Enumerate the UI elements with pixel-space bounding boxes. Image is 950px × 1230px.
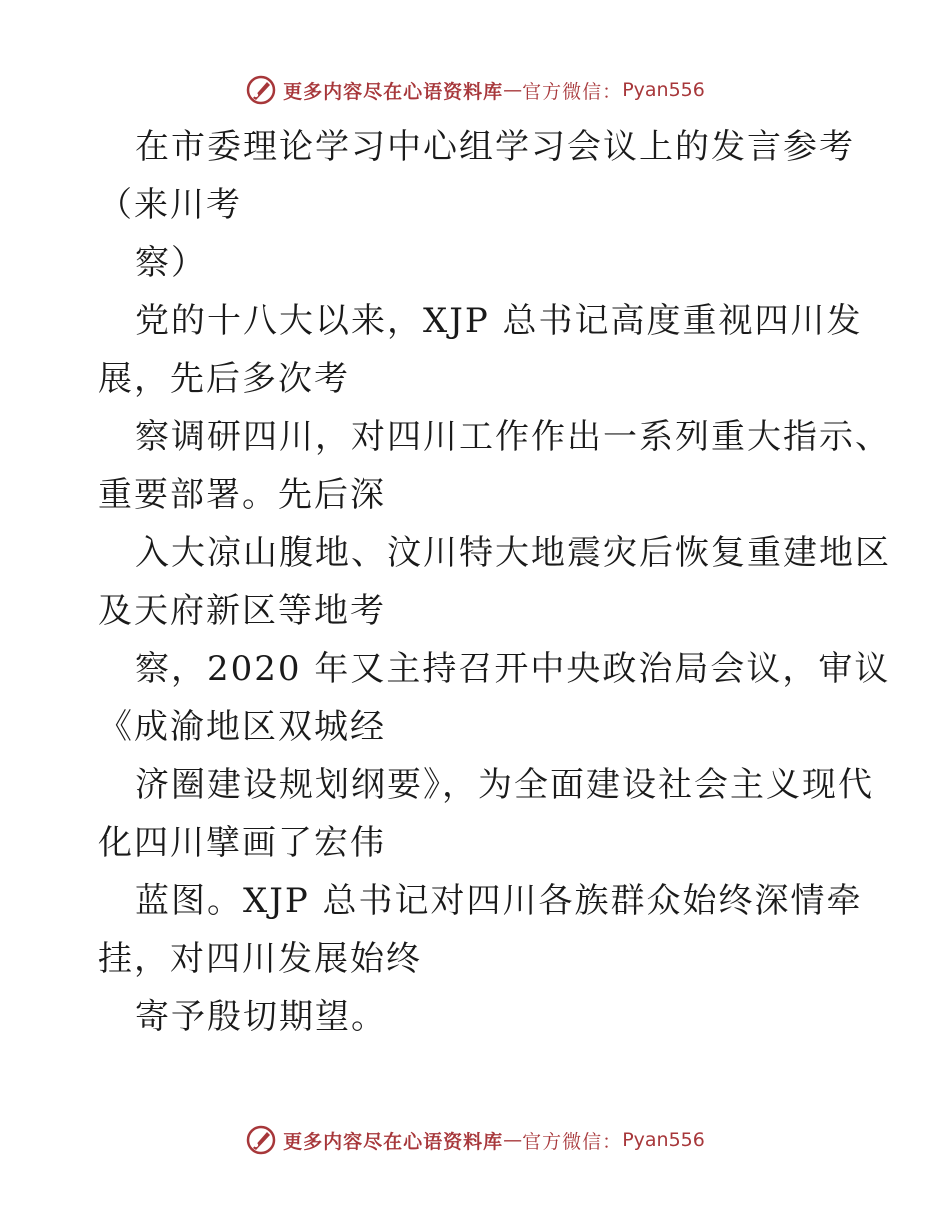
banner-wechat-label: 官方微信： xyxy=(522,1130,623,1153)
footer-banner xyxy=(0,1120,950,1160)
banner-main-text: 更多内容尽在心语资料库 xyxy=(283,80,504,103)
banner-separator: — xyxy=(503,1129,523,1151)
document-title-line-3: 察） xyxy=(135,243,207,283)
paragraph-line: 化四川擘画了宏伟 xyxy=(98,823,386,863)
paragraph-line: 寄予殷切期望。 xyxy=(135,997,387,1037)
document-title-line-1: 在市委理论学习中心组学习会议上的发言参考 xyxy=(135,127,855,167)
paragraph-line: 展，先后多次考 xyxy=(98,359,350,399)
paragraph-line: 挂，对四川发展始终 xyxy=(98,939,422,979)
banner-main-text: 更多内容尽在心语资料库 xyxy=(283,1130,504,1153)
quill-pen-logo-icon xyxy=(245,1124,277,1156)
banner-handle: Pyan556 xyxy=(622,1129,705,1151)
paragraph-line: 入大凉山腹地、汶川特大地震灾后恢复重建地区 xyxy=(135,533,891,573)
banner-handle: Pyan556 xyxy=(622,79,705,101)
paragraph-line: 察调研四川，对四川工作作出一系列重大指示、 xyxy=(135,417,891,457)
paragraph-line: 济圈建设规划纲要》，为全面建设社会主义现代 xyxy=(135,765,874,805)
paragraph-line: 重要部署。先后深 xyxy=(98,475,386,515)
paragraph-line: 及天府新区等地考 xyxy=(98,591,386,631)
banner-separator: — xyxy=(503,79,523,101)
paragraph-line: 党的十八大以来，XJP 总书记高度重视四川发 xyxy=(135,301,863,341)
paragraph-line: 蓝图。XJP 总书记对四川各族群众始终深情牵 xyxy=(135,881,863,921)
paragraph-line: 察，2020 年又主持召开中央政治局会议，审议 xyxy=(135,649,891,689)
document-title-line-2: （来川考 xyxy=(98,185,242,225)
paragraph-line: 《成渝地区双城经 xyxy=(98,707,386,747)
banner-wechat-label: 官方微信： xyxy=(522,80,623,103)
